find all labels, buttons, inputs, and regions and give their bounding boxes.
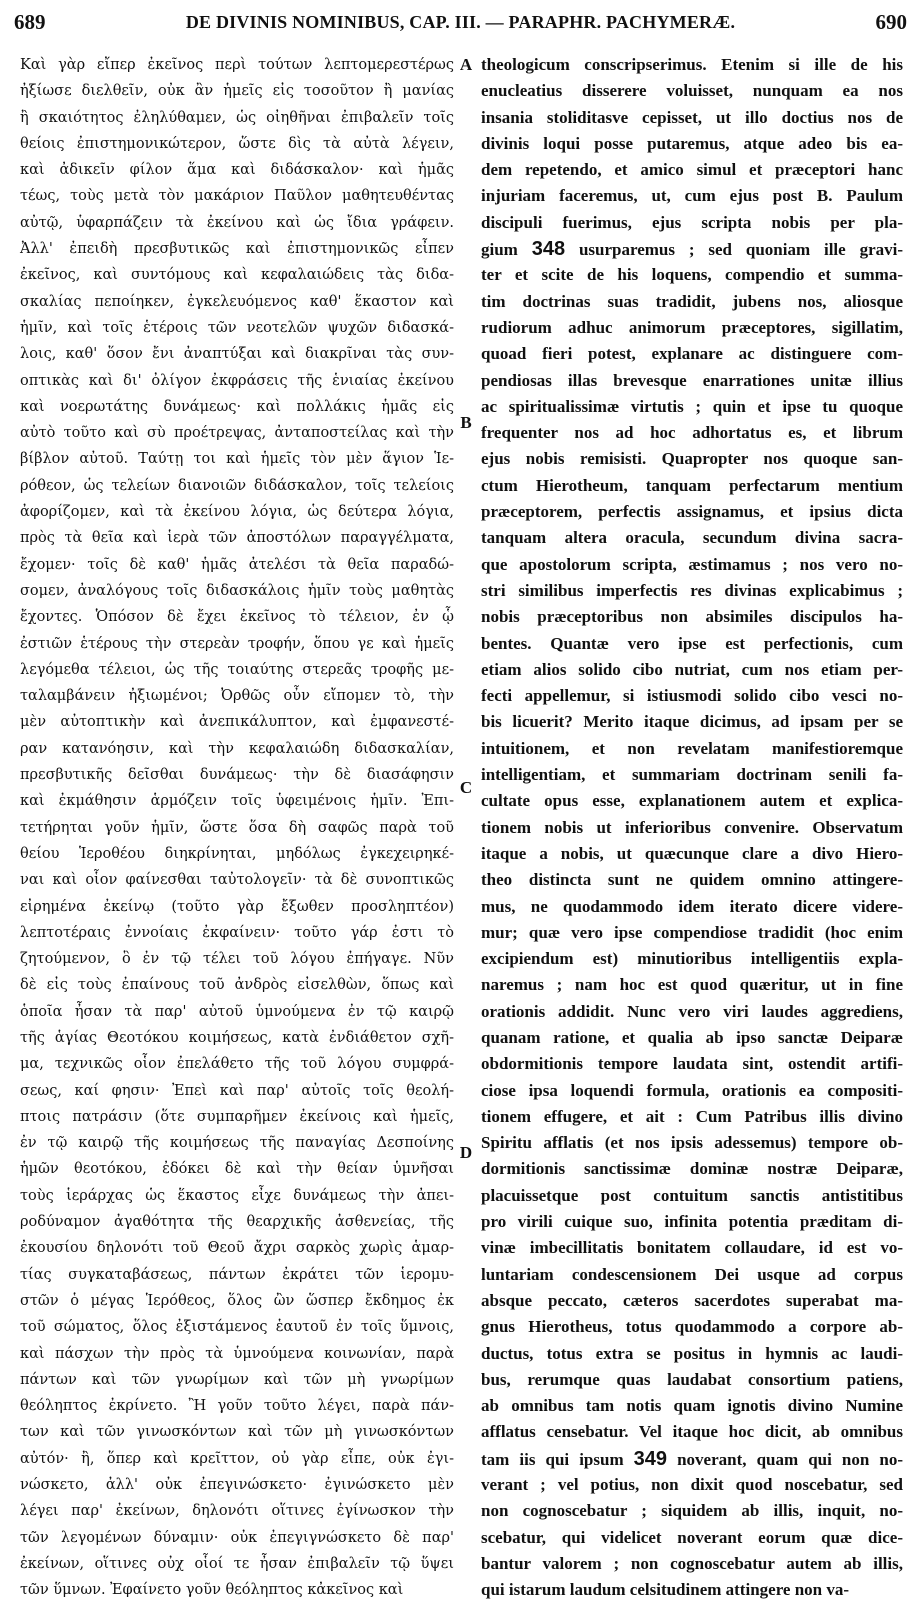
latin-text-segment: orationis addidit. Nunc vero viri laudes aggrediens, bbox=[481, 1001, 903, 1021]
latin-text-line bbox=[481, 657, 903, 683]
latin-text-line bbox=[481, 236, 903, 262]
latin-text-line bbox=[481, 368, 903, 394]
latin-text-line bbox=[481, 946, 903, 972]
greek-text-line: καὶ πάσχων τὴν πρὸς τὰ ὑμνούμενα κοινωνίαν, παρὰ bbox=[20, 1345, 454, 1362]
latin-text-segment: intelligentiam, et summariam doctrinam senili fa- bbox=[481, 765, 903, 785]
latin-text-segment: que apostolorum scripta, æstimamus ; nos vero no- bbox=[481, 554, 903, 574]
column-marker: 349 bbox=[633, 1447, 668, 1470]
greek-text-line: καὶ νοερωτάτης δυνάμεως· καὶ πολλάκις ἡμᾶς εἰς bbox=[20, 398, 454, 415]
latin-text-segment: insania stoliditasve cepisset, ut illo doctius nos de bbox=[481, 107, 903, 127]
latin-text-line bbox=[481, 1078, 903, 1104]
latin-text-line bbox=[481, 578, 903, 604]
greek-text-line: αὐτῷ, ὑφαρπάζειν τὰ ἐκείνου καὶ ὡς ἴδια γράφειν. bbox=[20, 214, 454, 231]
latin-text-segment: scebatur, qui videlicet noverant eorum quæ dice- bbox=[481, 1527, 903, 1547]
greek-text-line: πρὸς τὰ θεῖα καὶ ἱερὰ τῶν ἀποστόλων παραγγέλματα, bbox=[20, 530, 454, 547]
latin-text-segment: theo distincta sunt ne quidem omnino attingere- bbox=[481, 870, 903, 890]
latin-text-line bbox=[481, 1393, 903, 1419]
latin-text-line bbox=[481, 894, 903, 920]
latin-text-line bbox=[481, 210, 903, 236]
latin-text-segment: excipiendum est) minutioribus intelligentiis expla- bbox=[481, 949, 903, 969]
greek-text-line: λεπτοτέραις ἐννοίαις ἐκφαίνειν· τοῦτο γάρ ἐστι τὸ bbox=[20, 924, 454, 941]
greek-text-line: πρεσβυτικῆς δεῖσθαι δυνάμεως· τὴν δὲ διασάφησιν bbox=[20, 767, 454, 784]
greek-text-line: καὶ ἀδικεῖν φίλον ἅμα καὶ διδάσκαλον· καὶ ἡμᾶς bbox=[20, 162, 454, 179]
latin-text-segment: tim doctrinas suas tradidit, jubens nos, aliosque bbox=[481, 291, 903, 311]
greek-text-line: ταλαμβάνειν ἠξιωμένοι; Ὀρθῶς οὖν εἴπομεν τὸ, τὴν bbox=[20, 688, 454, 705]
greek-text-line: ἀφορίζομεν, καὶ τὰ ἐκείνου λόγια, ὡς δεύτερα λόγια, bbox=[20, 504, 454, 521]
latin-text-segment: ac spiritualissimæ virtutis ; quin et ipse tu quoque bbox=[481, 396, 903, 416]
greek-text-line: μὲν αὐτοπτικὴν καὶ ἀνεπικάλυπτον, καὶ ἐμφανεστέ- bbox=[20, 714, 454, 731]
latin-text-line bbox=[481, 920, 903, 946]
greek-text-line: στῶν ὁ μέγας Ἱερόθεος, ὅλος ὢν ὥσπερ ἔκδημος ἐκ bbox=[20, 1292, 454, 1309]
greek-text-line: τοῦ σώματος, ὅλος ἐξιστάμενος ἑαυτοῦ ἐν τοῖς ὕμνοις, bbox=[20, 1319, 454, 1336]
latin-text-line bbox=[481, 105, 903, 131]
page-number-left: 689 bbox=[14, 10, 46, 34]
page-header bbox=[14, 10, 907, 42]
latin-text-line bbox=[481, 1025, 903, 1051]
greek-text-line: των καὶ τῶν γινωσκόντων καὶ τῶν μὴ γινωσκόντων bbox=[20, 1424, 454, 1441]
latin-text-segment: cultate opus esse, explanationem autem et explica- bbox=[481, 791, 903, 811]
latin-text-segment: gnus Hierotheus, totus quodammodo a corpore ab- bbox=[481, 1317, 903, 1337]
latin-text-line bbox=[481, 1446, 903, 1472]
greek-text-line: βίβλον αὐτοῦ. Ταύτῃ τοι καὶ ἡμεῖς τὸν μὲν ἅγιον Ἱε- bbox=[20, 451, 454, 468]
latin-text-segment: Spiritu afflatis (et nos ipsis adessemus) tempore ob- bbox=[481, 1133, 903, 1153]
latin-text-segment: discipuli fuerimus, ejus scripta nobis per pla- bbox=[481, 212, 903, 232]
latin-text-line bbox=[481, 315, 903, 341]
latin-text-line bbox=[481, 1156, 903, 1182]
greek-text-line: θείου Ἱεροθέου διηκρίνηται, μηδόλως ἐγκεχειρηκέ- bbox=[20, 845, 454, 862]
latin-text-segment: dem repetendo, et amico simul et præceptori hanc bbox=[481, 160, 903, 180]
latin-text-segment: placuissetque post contuitum sanctis antistitibus bbox=[481, 1185, 903, 1205]
latin-text-line bbox=[481, 1235, 903, 1261]
latin-text-segment: tanquam altera oracula, secundum divina sacra- bbox=[481, 528, 903, 548]
latin-text-segment: etiam alios solido cibo nutriat, cum nos etiam per- bbox=[481, 659, 903, 679]
latin-text-line bbox=[481, 999, 903, 1025]
greek-text-line: ἐκουσίου δηλονότι τοῦ Θεοῦ ἄχρι σαρκὸς χωρὶς ἁμαρ- bbox=[20, 1240, 454, 1257]
latin-text-line bbox=[481, 262, 903, 288]
latin-text-segment: bantur valorem ; non cognoscebatur autem ab illis, bbox=[481, 1553, 903, 1573]
greek-text-line: πάντων καὶ τῶν γνωρίμων καὶ τῶν μὴ γνωρίμων bbox=[20, 1371, 454, 1388]
latin-text-line bbox=[481, 1498, 903, 1524]
greek-text-line: ζητούμενον, ὃ ἐν τῷ τέλει τοῦ λόγου ἐπήγαγε. Νῦν bbox=[20, 951, 454, 968]
latin-text-line bbox=[481, 604, 903, 630]
greek-text-line: ἔχομεν· τοῖς δὲ καθ' ἡμᾶς ἀτελέσι τὰ θεῖα παραδώ- bbox=[20, 556, 454, 573]
latin-text-line bbox=[481, 394, 903, 420]
latin-text-line bbox=[481, 1104, 903, 1130]
greek-text-line: λεγόμεθα τέλειοι, ὡς τῆς τοιαύτης στερεᾶς τροφῆς με- bbox=[20, 661, 454, 678]
running-title: DE DIVINIS NOMINIBUS, CAP. III. — PARAPHR. PACHYMERÆ. bbox=[185, 12, 736, 32]
latin-text-segment: stri similibus imperfectis res divinas explicabimus ; bbox=[481, 580, 903, 600]
latin-text-line bbox=[481, 815, 903, 841]
latin-text-line bbox=[481, 157, 903, 183]
latin-text-segment: vinæ imbecillitatis bonitatem collaudare, id est vo- bbox=[481, 1238, 903, 1258]
latin-text-segment: bus, rerumque quas laudabat consortium patiens, bbox=[481, 1369, 903, 1389]
latin-text-segment: bentes. Quantæ vero ipse est perfectionis, cum bbox=[481, 633, 903, 653]
latin-text-segment: nobis præceptoribus non absimiles discipulos ha- bbox=[481, 607, 903, 627]
latin-text-segment: rudiorum adhuc animorum præceptores, sigillatim, bbox=[481, 317, 903, 337]
latin-text-line bbox=[481, 1262, 903, 1288]
latin-text-line bbox=[481, 631, 903, 657]
greek-text-line: μα, τεχνικῶς οἷον ἐπελάθετο τῆς τοῦ λόγου συμφρά- bbox=[20, 1056, 454, 1073]
latin-text-line bbox=[481, 131, 903, 157]
latin-text-segment: naremus ; nam hoc est quod quæritur, ut in fine bbox=[481, 975, 903, 995]
latin-text-segment: mus, ne quodammodo idem iterato dicere videre- bbox=[481, 896, 903, 916]
latin-text-segment: dormitionis sanctissimæ dominæ nostræ Deiparæ, bbox=[481, 1159, 903, 1179]
latin-text-line bbox=[481, 841, 903, 867]
latin-text-line bbox=[481, 78, 903, 104]
greek-text-line: σκαλίας πεποίηκεν, ἐγκελευόμενος καθ' ἕκαστον καὶ bbox=[20, 293, 454, 310]
greek-text-line: ἠξίωσε διελθεῖν, οὐκ ἂν ἡμεῖς εἰς τοσοῦτον ἢ μανίας bbox=[20, 83, 454, 100]
latin-text-segment: ab omnibus tam notis quam ignotis divino Numine bbox=[481, 1396, 903, 1416]
greek-text-line: τῆς ἁγίας Θεοτόκου κοιμήσεως, κατὰ ἐνδιάθετον σχῆ- bbox=[20, 1029, 454, 1046]
greek-text-line: λέγει παρ' ἐκείνων, δηλονότι οἵτινες ἐγίνωσκον τὴν bbox=[20, 1503, 454, 1520]
latin-text-segment: quanam ratione, et qualia ab ipso sanctæ Deiparæ bbox=[481, 1027, 903, 1047]
latin-text-line bbox=[481, 1525, 903, 1551]
greek-text-line: ραν κατανόησιν, καὶ τὴν κεφαλαιώδη διδασκαλίαν, bbox=[20, 740, 454, 757]
margin-mark-c: C bbox=[459, 778, 473, 797]
latin-text-line bbox=[481, 1314, 903, 1340]
latin-text-line bbox=[481, 1551, 903, 1577]
greek-text-line: οπτικὰς καὶ δι' ὀλίγον ἐκφράσεις τῆς ἑνιαίας ἐκείνου bbox=[20, 372, 454, 389]
latin-column bbox=[481, 52, 903, 1604]
latin-text-segment: fecti appellemur, si istiusmodi solido cibo vesci no- bbox=[481, 686, 903, 706]
latin-text-segment: mur; quæ vero ipse compendiose tradidit (hoc enim bbox=[481, 922, 903, 942]
greek-text-line: τῶν λεγομένων δύναμιν· οὐκ ἐπεγιγνώσκετο δὲ παρ' bbox=[20, 1529, 454, 1546]
latin-text-segment: tam iis qui ipsum bbox=[481, 1449, 634, 1469]
greek-text-line: τίας συγκαταβάσεως, πάντων ἐκράτει τῶν ἱερομυ- bbox=[20, 1266, 454, 1283]
latin-text-line bbox=[481, 1472, 903, 1498]
greek-text-line: σεως, καί φησιν· Ἐπεὶ καὶ παρ' αὐτοῖς τοῖς θεολή- bbox=[20, 1082, 454, 1099]
latin-text-line bbox=[481, 289, 903, 315]
latin-text-line bbox=[481, 762, 903, 788]
latin-text-line bbox=[481, 525, 903, 551]
greek-text-line: πτοις πατράσιν (ὅτε συμπαρῆμεν ἐκείνοις καὶ ἡμεῖς, bbox=[20, 1108, 454, 1125]
latin-text-segment: quoad fieri potest, explanare ac distinguere com- bbox=[481, 344, 903, 364]
greek-text-line: λοις, καθ' ὅσον ἔνι ἀναπτύξαι καὶ διακρῖναι τὰς συν- bbox=[20, 346, 454, 363]
latin-text-line bbox=[481, 683, 903, 709]
latin-text-segment: enucleatius disserere voluisset, nunquam ea nos bbox=[481, 81, 903, 101]
latin-text-line bbox=[481, 552, 903, 578]
margin-mark-d: D bbox=[459, 1143, 473, 1162]
greek-text-line: ἐκείνων, οἵτινες οὐχ οἷοί τε ἦσαν ἐπιβαλεῖν τῷ ὕψει bbox=[20, 1555, 454, 1572]
latin-text-segment: ductus, totus extra se positus in hymnis ac laudi- bbox=[481, 1343, 903, 1363]
latin-text-line bbox=[481, 867, 903, 893]
margin-mark-a: A bbox=[459, 55, 473, 74]
greek-text-line: ἔχοντες. Ὁπόσον δὲ ἔχει ἐκεῖνος τὸ τέλειον, ἐν ᾧ bbox=[20, 609, 454, 626]
margin-mark-b: B bbox=[460, 413, 472, 432]
greek-text-line: θεόληπτος ἐκρίνετο. Ἢ γοῦν τοῦτο λέγει, παρὰ πάν- bbox=[20, 1398, 454, 1415]
latin-text-segment: usurparemus ; sed quoniam ille gravi- bbox=[565, 240, 903, 260]
latin-text-line bbox=[481, 972, 903, 998]
greek-text-line: ἐκεῖνος, καὶ συντόμους καὶ κεφαλαιώδεις τὰς διδα- bbox=[20, 267, 454, 284]
greek-text-line: ρόθεον, ὡς τελείων διανοιῶν διδάσκαλον, τοῖς τελείοις bbox=[20, 477, 454, 494]
greek-text-line: ναι καὶ οἷον φαίνεσθαι ταὐτολογεῖν· τὰ δὲ συνοπτικῶς bbox=[20, 872, 454, 889]
greek-text-line: Καὶ γὰρ εἴπερ ἐκεῖνος περὶ τούτων λεπτομερεστέρως bbox=[20, 57, 454, 73]
latin-text-line bbox=[481, 420, 903, 446]
greek-text-line: τοὺς ἱεράρχας ὡς ἕκαστος εἶχε δυνάμεως τὴν ἀπει- bbox=[20, 1187, 454, 1204]
latin-text-segment: divinis loqui posse putaremus, atque adeo bis ea- bbox=[481, 133, 903, 153]
latin-text-segment: obdormitionis tempore laudata sint, ostendit artifi- bbox=[481, 1054, 903, 1074]
greek-text-line: καὶ ἐκμάθησιν ἁρμόζειν τοῖς ὑφειμένοις ἡμῖν. Ἐπι- bbox=[20, 793, 454, 810]
latin-text-line bbox=[481, 446, 903, 472]
greek-text-line: θείοις ἐπιστημονικώτερον, ὥστε δὶς τὰ αὐτὰ λέγειν, bbox=[20, 135, 454, 152]
latin-text-line bbox=[481, 183, 903, 209]
latin-text-line bbox=[481, 1051, 903, 1077]
greek-text-line: ἡμῶν θεοτόκου, ἐδόκει δὲ καὶ τὴν θείαν ὑμνῆσαι bbox=[20, 1161, 454, 1178]
greek-text-line: ἐστιῶν ἑτέρους τὴν στερεὰν τροφήν, ὅπου γε καὶ ἡμεῖς bbox=[20, 635, 454, 652]
latin-text-segment: præceptorem, perfectis assignamus, et ipsius dicta bbox=[481, 502, 903, 522]
greek-text-line: σομεν, ἀναλόγους τοῖς διδασκάλοις ἡμῖν τοὺς μαθητὰς bbox=[20, 582, 454, 599]
latin-text-segment: afflatus censebatur. Vel itaque hoc dicit, ab omnibus bbox=[481, 1422, 903, 1442]
latin-text-segment: theologicum conscripserimus. Etenim si ille de his bbox=[481, 55, 903, 74]
latin-text-line bbox=[481, 1183, 903, 1209]
latin-text-line bbox=[481, 788, 903, 814]
greek-text-line: νώσκετο, ἀλλ' οὐκ ἐπεγινώσκετο· ἐγινώσκετο μὲν bbox=[20, 1477, 454, 1494]
latin-text-segment: ter et scite de his loquens, compendio et summa- bbox=[481, 265, 903, 285]
latin-text-segment: luntariam condescensionem Dei usque ad corpus bbox=[481, 1264, 903, 1284]
latin-text-line bbox=[481, 341, 903, 367]
greek-text-line: αὐτὸ τοῦτο καὶ σὺ προέτρεψας, ἀνταποστείλας καὶ τὴν bbox=[20, 425, 454, 442]
greek-text-line: τετήρηται γοῦν ἡμῖν, ὥστε ὅσα δὴ σαφῶς παρὰ τοῦ bbox=[20, 819, 454, 836]
latin-text-line bbox=[481, 1209, 903, 1235]
greek-text-line: εἰρημένα ἐκείνῳ (τοῦτο γὰρ ἔξωθεν προσληπτέον) bbox=[20, 898, 454, 915]
latin-text-line bbox=[481, 499, 903, 525]
latin-text-line bbox=[481, 736, 903, 762]
latin-text-segment: verant ; vel potius, non dixit quod noscebatur, sed bbox=[481, 1475, 903, 1495]
latin-text-segment: ciose ipsa loquendi formula, orationis ea compositi- bbox=[481, 1080, 903, 1100]
latin-text-segment: ctum Hierotheum, tanquam perfectarum mentium bbox=[481, 475, 903, 495]
greek-text-line: ροδύναμον ἀγαθότητα τῆς θεαρχικῆς ἀσθενείας, τῆς bbox=[20, 1214, 454, 1231]
latin-text-segment: frequenter nos ad hoc adhortatus es, et librum bbox=[481, 423, 903, 443]
latin-text-segment: itaque a nobis, ut quæcunque clare a divo Hiero- bbox=[481, 843, 903, 863]
greek-text-line: ἢ σκαιότητος ἐληλύθαμεν, ὡς οἰηθῆναι ἐπιβαλεῖν τοῖς bbox=[20, 109, 454, 126]
latin-text-line bbox=[481, 1367, 903, 1393]
greek-text-line: Ἀλλ' ἐπειδὴ πρεσβυτικῶς καὶ ἐπιστημονικῶς εἶπεν bbox=[20, 241, 454, 258]
latin-text-segment: qui istarum laudum celsitudinem attingere non va- bbox=[481, 1580, 850, 1600]
greek-text-line: ἐν τῷ καιρῷ τῆς κοιμήσεως τῆς παναγίας Δεσποίνης bbox=[20, 1135, 454, 1152]
latin-text-line bbox=[481, 1130, 903, 1156]
latin-text-segment: gium bbox=[481, 240, 532, 260]
greek-text-line: τῶν ὕμνων. Ἐφαίνετο γοῦν θεόληπτος κἀκεῖνος καὶ bbox=[20, 1582, 404, 1599]
latin-text-line bbox=[481, 1419, 903, 1445]
greek-text-line: ἡμῖν, καὶ τοῖς ἑτέροις τῶν νεοτελῶν ψυχῶν διδασκά- bbox=[20, 319, 454, 336]
greek-column bbox=[20, 52, 454, 1604]
latin-text-segment: pro virili cuique suo, infinita potentia præditam di- bbox=[481, 1212, 903, 1232]
latin-text-segment: pendiosas illas brevesque enarrationes unitæ illius bbox=[481, 370, 903, 390]
latin-text-segment: tionem effugere, et ait : Cum Patribus illis divino bbox=[481, 1106, 903, 1126]
column-marker: 348 bbox=[531, 238, 566, 261]
latin-text-line bbox=[481, 1341, 903, 1367]
latin-text-segment: intuitionem, et non revelatam manifestioremque bbox=[481, 738, 903, 758]
greek-text-line: αὐτόν· ἢ, ὅπερ καὶ κρεῖττον, οὐ γὰρ εἶπε, οὐκ ἐγι- bbox=[20, 1450, 454, 1467]
greek-text-line: ὁποῖα ἦσαν τὰ παρ' αὐτοῦ ὑμνούμενα ἐν τῷ καιρῷ bbox=[20, 1003, 454, 1020]
latin-text-line bbox=[481, 1577, 903, 1603]
latin-text-segment: bis licuerit? Merito itaque dicimus, ad ipsam per se bbox=[481, 712, 903, 732]
latin-text-segment: injuriam faceremus, ut, cum ejus post B. Paulum bbox=[481, 186, 903, 206]
latin-text-segment: tionem nobis ut inferioribus convenire. Observatum bbox=[481, 817, 903, 837]
latin-text-line bbox=[481, 1288, 903, 1314]
latin-text-line bbox=[481, 709, 903, 735]
latin-text-line bbox=[481, 473, 903, 499]
latin-text-segment: absque peccato, cæteros sacerdotes superabat ma- bbox=[481, 1290, 903, 1310]
latin-text-segment: noverant, quam qui non no- bbox=[667, 1449, 903, 1469]
greek-text-line: δὲ εἰς τοὺς ἐπαίνους τοῦ ἀνδρὸς εἰσελθὼν, ὅπως καὶ bbox=[20, 977, 454, 994]
latin-text-segment: non cognoscebatur ; siquidem ab illis, inquit, no- bbox=[481, 1501, 903, 1521]
latin-text-line bbox=[481, 52, 903, 78]
latin-text-segment: ejus nobis remisisti. Quapropter nos quoque san- bbox=[481, 449, 903, 469]
page-number-right: 690 bbox=[875, 10, 907, 34]
greek-text-line: τέως, τοὺς μετὰ τὸν μακάριον Παῦλον μαθητευθέντας bbox=[20, 188, 454, 205]
